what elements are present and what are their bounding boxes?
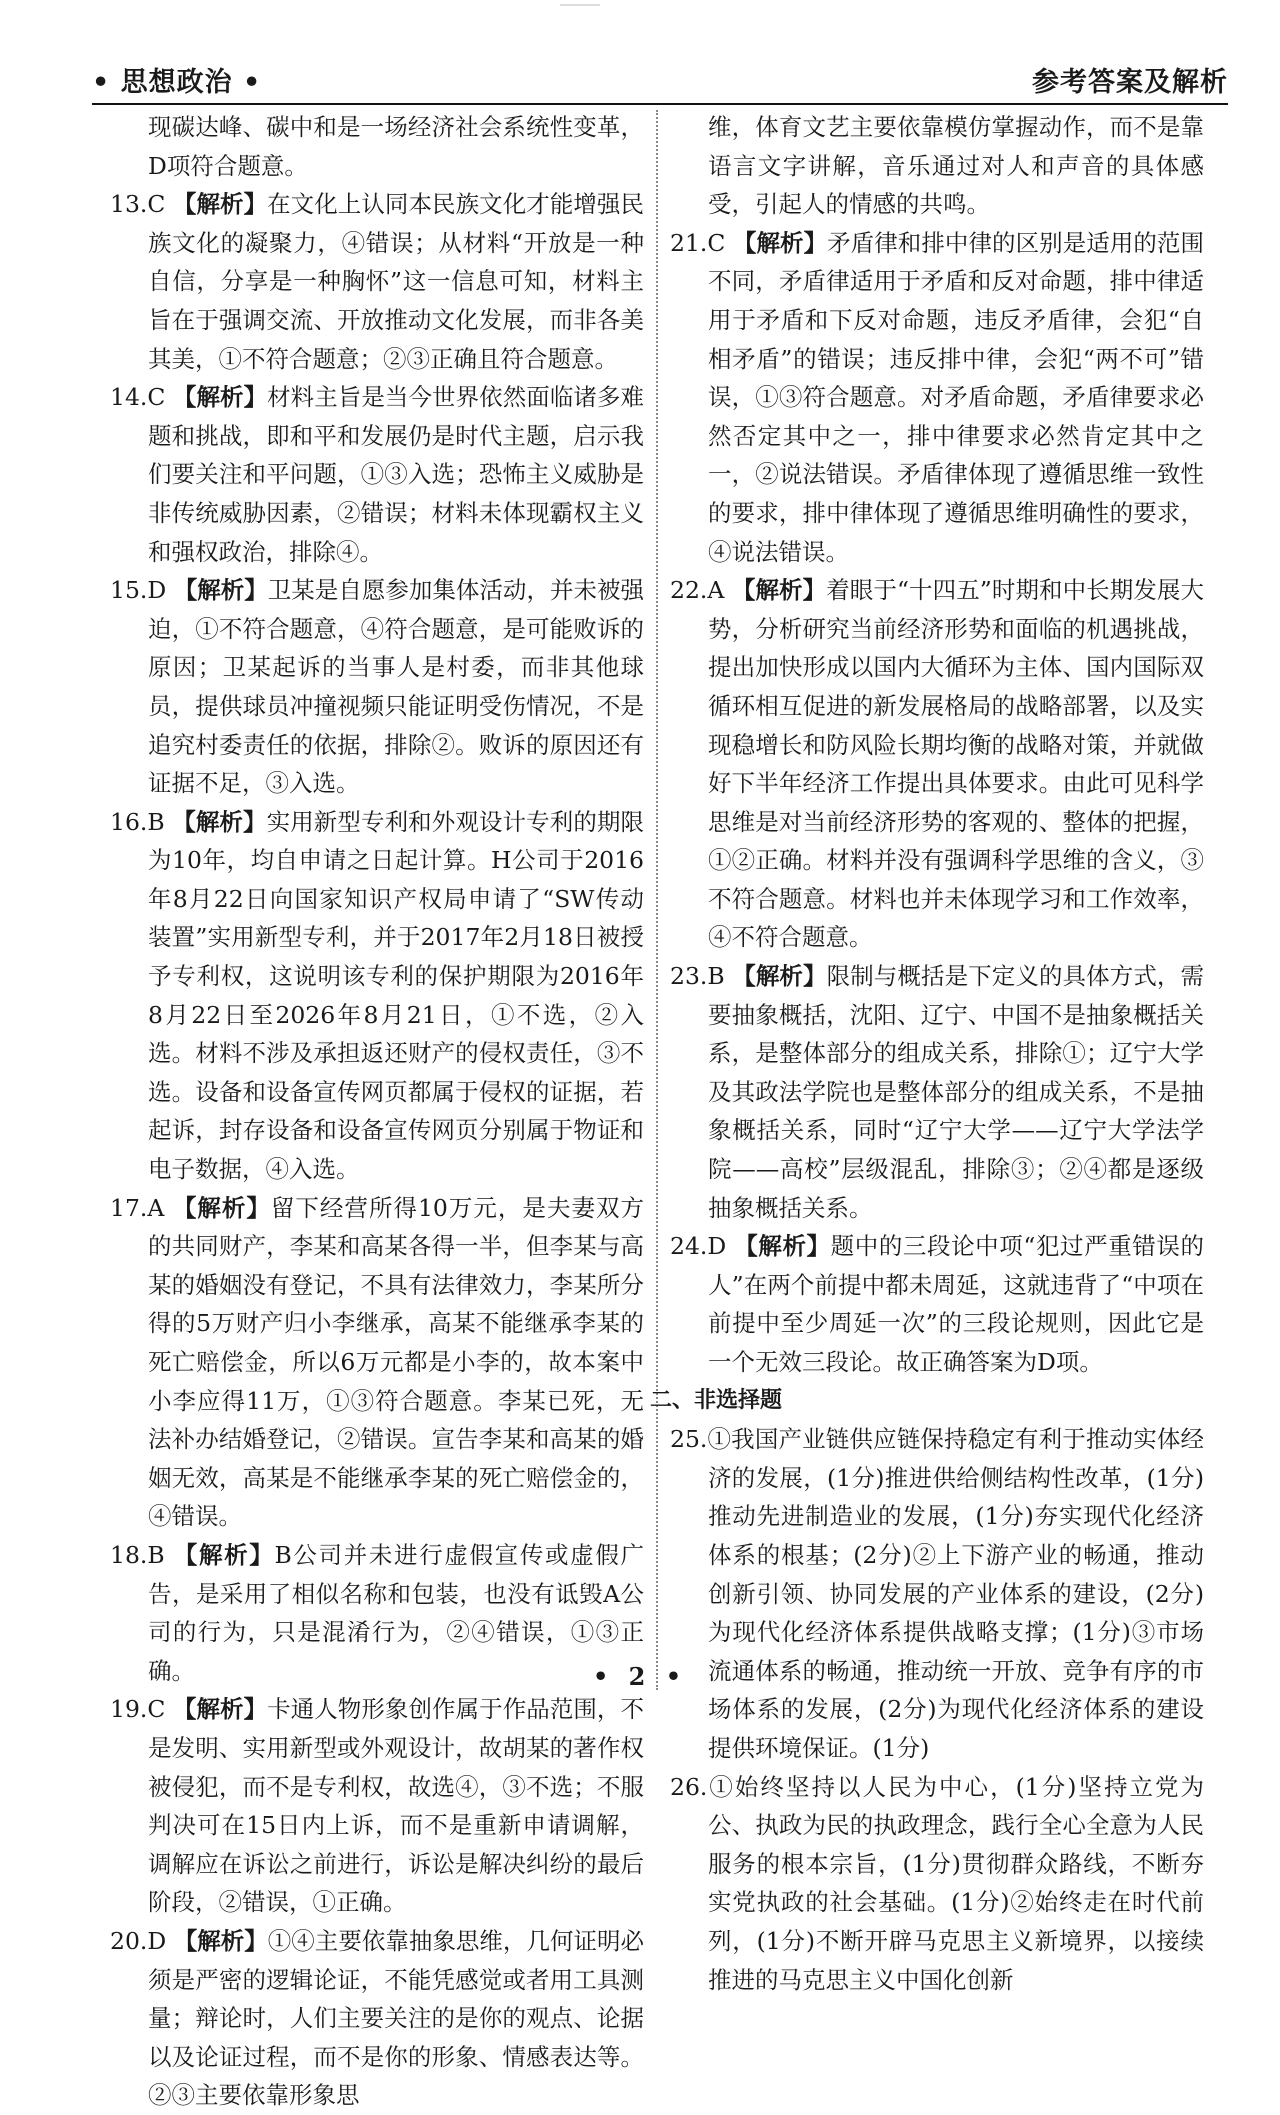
answer-item-14: 14.C 【解析】材料主旨是当今世界依然面临诸多难题和挑战，即和平和发展仍是时代主题，启示我们要关注和平问题，①③入选；恐怖主义威胁是非传统威胁因素，②错误；材料未体现霸权主义和强权政治，排除④。 — [110, 383, 644, 566]
answer-item-20: 20.D 【解析】①④主要依靠抽象思维，几何证明必须是严密的逻辑论证，不能凭感觉或者用工具测量；辩论时，人们主要关注的是你的观点、论据以及论证过程，而不是你的形象、情感表达等。②③主要依靠形象思 — [110, 1926, 645, 2110]
header-rule — [92, 103, 1228, 105]
page-number: • 2 • — [592, 1662, 688, 1691]
section-title: 参考答案及解析 — [1032, 67, 1228, 98]
answer-item-21: 21.C 【解析】矛盾律和排中律的区别是适用的范围不同，矛盾律适用于矛盾和反对命题，排中律适用于矛盾和下反对命题，违反矛盾律，会犯“自相矛盾”的错误；违反排中律，会犯“两不可”错误，①③符合题意。对矛盾命题，矛盾律要求必然否定其中之一，排中律要求必然肯定其中之一，②说法错误。矛盾律体现了遵循思维一致性的要求，排中律体现了遵循思维明确性的要求，④说法错误。 — [670, 228, 1204, 566]
scan-mark — [560, 4, 600, 12]
left-column — [110, 108, 644, 2115]
section-heading: 二、非选择题 — [650, 1387, 783, 1413]
answer-item-13: 13.C 【解析】在文化上认同本民族文化才能增强民族文化的凝聚力，④错误；从材料“开放是一种自信，分享是一种胸怀”这一信息可知，材料主旨在于强调交流、开放推动文化发展，而非各美其美，①不符合题意；②③正确且符合题意。 — [110, 190, 644, 373]
answer-item-18: 18.B 【解析】B公司并未进行虚假宣传或虚假广告，是采用了相似名称和包装，也没有诋毁A公司的行为，只是混淆行为，②④错误，①③正确。 — [110, 1540, 644, 1685]
continued-text: 维，体育文艺主要依靠模仿掌握动作，而不是靠语言文字讲解，音乐通过对人和声音的具体感受，引起人的情感的共鸣。 — [708, 113, 1204, 219]
answer-item-26: 26.①始终坚持以人民为中心，(1分)坚持立党为公、执政为民的执政理念，践行全心全意为人民服务的根本宗旨，(1分)贯彻群众路线，不断夯实党执政的社会基础。(1分)②始终走在时代前列，(1分)不断开辟马克思主义新境界，以接续推进的马克思主义中国化创新 — [670, 1772, 1204, 1994]
answer-item-16: 16.B 【解析】实用新型专利和外观设计专利的期限为10年，均自申请之日起计算。H公司于2016年8月22日向国家知识产权局申请了“SW传动装置”实用新型专利，并于2017年2月18日被授予专利权，这说明该专利的保护期限为2016年8月22日至2026年8月21日，①不选，②入选。材料不涉及承担返还财产的侵权责任，③不选。设备和设备宣传网页都属于侵权的证据，若起诉，封存设备和设备宣传网页分别属于物证和电子数据，④入选。 — [110, 807, 645, 1184]
continued-text: 现碳达峰、碳中和是一场经济社会系统性变革，D项符合题意。 — [148, 113, 644, 180]
page-header — [92, 58, 1228, 102]
answer-item-22: 22.A 【解析】着眼于“十四五”时期和中长期发展大势，分析研究当前经济形势和面临的机遇挑战，提出加快形成以国内大循环为主体、国内国际双循环相互促进的新发展格局的战略部署，以及实现稳增长和防风险长期均衡的战略对策，并就做好下半年经济工作提出具体要求。由此可见科学思维是对当前经济形势的客观的、整体的把握，①②正确。材料并没有强调科学思维的含义，③不符合题意。材料也并未体现学习和工作效率，④不符合题意。 — [670, 576, 1204, 952]
answer-item-19: 19.C 【解析】卡通人物形象创作属于作品范围，不是发明、实用新型或外观设计，故胡某的著作权被侵犯，而不是专利权，故选④，③不选；不服判决可在15日内上诉，而不是重新申请调解，调解应在诉讼之前进行，诉讼是解决纠纷的最后阶段，②错误，①正确。 — [110, 1695, 644, 1917]
answer-item-15: 15.D 【解析】卫某是自愿参加集体活动，并未被强迫，①不符合题意，④符合题意，是可能败诉的原因；卫某起诉的当事人是村委，而非其他球员，提供球员冲撞视频只能证明受伤情况，不是追究村委责任的依据，排除②。败诉的原因还有证据不足，③入选。 — [110, 576, 645, 798]
column-divider — [656, 110, 658, 1690]
right-column — [650, 108, 1205, 1999]
answer-item-23: 23.B 【解析】限制与概括是下定义的具体方式，需要抽象概括，沈阳、辽宁、中国不是抽象概括关系，是整体部分的组成关系，排除①；辽宁大学及其政法学院也是整体部分的组成关系，不是抽象概括关系，同时“辽宁大学——辽宁大学法学院——高校”层级混乱，排除③；②④都是逐级抽象概括关系。 — [670, 962, 1205, 1222]
subject-label: • 思想政治 • — [92, 67, 262, 98]
answer-item-24: 24.D 【解析】题中的三段论中项“犯过严重错误的人”在两个前提中都未周延，这就违背了“中项在前提中至少周延一次”的三段论规则，因此它是一个无效三段论。故正确答案为D项。 — [670, 1232, 1204, 1376]
answer-item-25: 25.①我国产业链供应链保持稳定有利于推动实体经济的发展，(1分)推进供给侧结构性改革，(1分)推动先进制造业的发展，(1分)夯实现代化经济体系的根基；(2分)②上下游产业的畅通，推动创新引领、协同发展的产业体系的建设，(2分)为现代化经济体系提供战略支撑；(1分)③市场流通体系的畅通，推动统一开放、竞争有序的市场体系的发展，(2分)为现代化经济体系的建设提供环境保证。(1分) — [670, 1425, 1204, 1762]
answer-item-17: 17.A 【解析】留下经营所得10万元，是夫妻双方的共同财产，李某和高某各得一半，但李某与高某的婚姻没有登记，不具有法律效力，李某所分得的5万财产归小李继承，高某不能继承李某的死亡赔偿金，所以6万元都是小李的，故本案中小李应得11万，①③符合题意。李某已死，无法补办结婚登记，②错误。宣告李某和高某的婚姻无效，高某是不能继承李某的死亡赔偿金的，④错误。 — [110, 1193, 644, 1531]
